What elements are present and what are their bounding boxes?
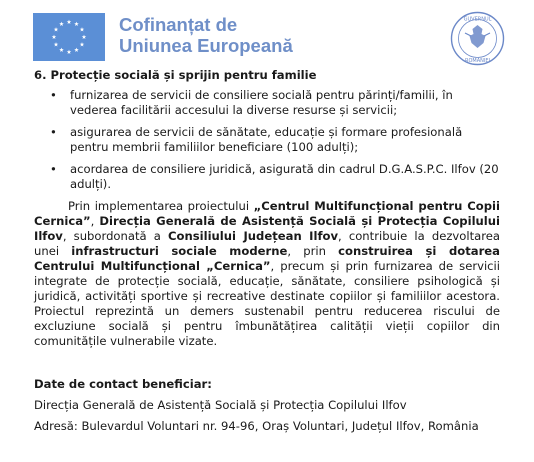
infrastructure-phrase: infrastructuri sociale moderne (71, 244, 288, 258)
council-name: Consiliului Județean Ilfov (168, 229, 339, 243)
paragraph-text: Prin implementarea proiectului (68, 199, 254, 213)
eu-star-icon (59, 48, 64, 52)
list-item (34, 88, 500, 118)
eu-star-icon (67, 20, 72, 24)
eu-star-icon (52, 35, 57, 39)
project-name: „Centrul Multifuncțional pentru Copii Cernica” (34, 199, 500, 228)
bullet-marker: • (50, 125, 57, 139)
eu-star-icon (74, 48, 79, 52)
eu-star-icon (67, 50, 72, 54)
seal-top-text: GUVERNUL (463, 16, 492, 23)
bullet-marker: • (50, 88, 57, 102)
section-heading: 6. Protecție socială și sprijin pentru familie (34, 68, 317, 82)
eu-star-icon (74, 22, 79, 26)
document-body (34, 68, 500, 434)
list-item (34, 125, 500, 155)
bullet-list (34, 88, 500, 192)
eu-text-line1: Cofinanțat de (119, 14, 238, 35)
list-item (34, 162, 500, 192)
bullet-text-1: furnizarea de servicii de consiliere socială pentru părinți/familii, în vederea facilitării accesului la diverse resurse și servicii; (70, 88, 453, 117)
government-seal-icon (450, 11, 505, 66)
eu-cofinancing-text (119, 14, 293, 56)
bullet-text-2: asigurarea de servicii de sănătate, educație și formare profesională pentru membrii familiilor beneficiare (100 adulți); (70, 125, 463, 154)
beneficiary-name: Direcția Generală de Asistență Socială și Protecția Copilului Ilfov (34, 214, 501, 243)
eu-text-line2: Uniunea Europeană (119, 35, 293, 56)
paragraph-text: , subordonată a (62, 229, 168, 243)
eu-flag-logo (33, 13, 105, 61)
contact-heading: Date de contact beneficiar: (34, 377, 212, 391)
bullet-marker: • (50, 162, 57, 176)
paragraph-text: , precum și prin furnizarea de servicii integrate de protecție socială, educație, sănătate, consiliere psihologică și juridică, activități sportive și recreative destinate copiilor și familiilor acestora. Proiectul reprezintă un demers sustenabil pentru reducerea riscului de excluziune socială și pentru îmbunătățirea calității vieții copiilor din comunitățile vulnerabile vizate. (34, 259, 500, 348)
bullet-text-3: acordarea de consiliere juridică, asigurată din cadrul D.G.A.S.P.C. Ilfov (20 adulți). (70, 162, 499, 191)
paragraph-text: , contribuie la dezvoltarea unei (34, 229, 500, 258)
eu-star-icon (82, 35, 87, 39)
contact-address: Adresă: Bulevardul Voluntari nr. 94-96, Oraș Voluntari, Județul Ilfov, România (34, 419, 479, 433)
construction-phrase: construirea și dotarea Centrului Multifuncțional „Cernica” (34, 244, 500, 273)
eu-star-icon (80, 42, 85, 46)
project-paragraph (34, 199, 500, 349)
seal-bottom-text: ROMÂNIEI (465, 58, 490, 64)
eu-star-icon (80, 27, 85, 31)
paragraph-text: , (90, 214, 100, 228)
paragraph-text: , prin (287, 244, 339, 258)
eu-star-icon (54, 27, 59, 31)
eu-star-icon (54, 42, 59, 46)
contact-organization: Direcția Generală de Asistență Socială și Protecția Copilului Ilfov (34, 398, 407, 412)
eu-star-icon (59, 22, 64, 26)
